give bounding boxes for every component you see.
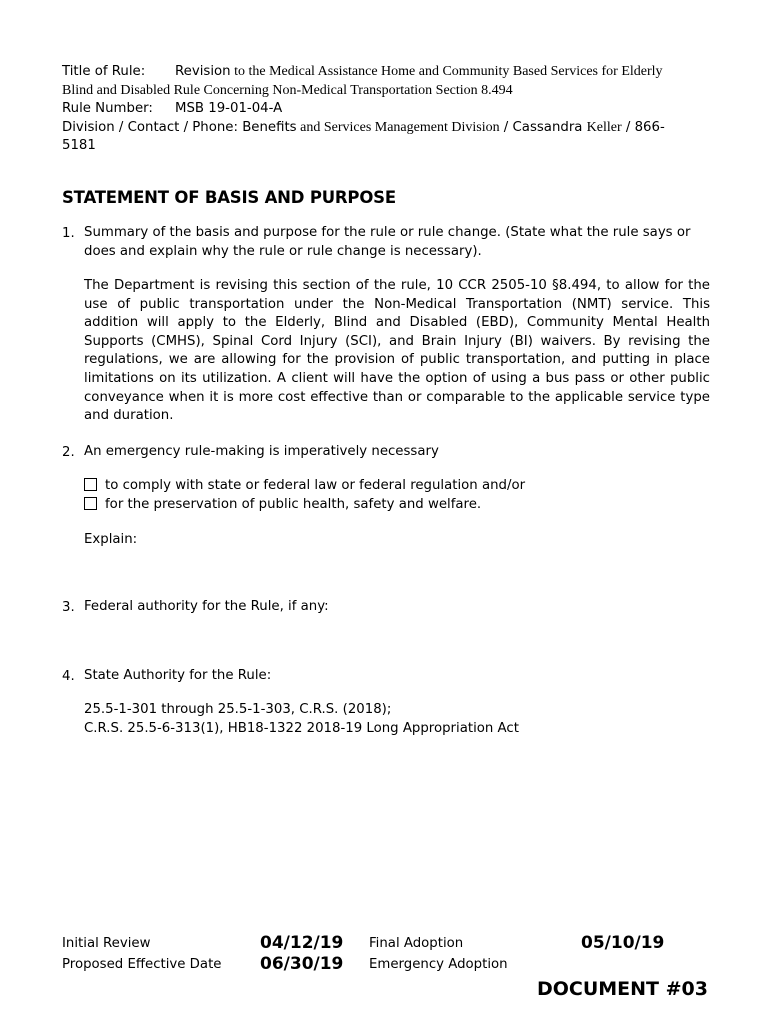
division-first-word: Benefits	[242, 119, 297, 135]
division-line	[62, 119, 712, 138]
item-1-prompt: Summary of the basis and purpose for the rule or rule change. (State what the rule says or does and explain why the rule or rule change is necessary).	[84, 225, 691, 259]
title-line-1	[62, 63, 712, 82]
final-adoption-label: Final Adoption	[369, 936, 464, 951]
contact-last-name: Keller	[586, 119, 622, 135]
final-adoption-date: 05/10/19	[581, 933, 665, 953]
item-3-number: 3.	[62, 600, 75, 615]
title-rest: to the Medical Assistance Home and Community Based Services for Elderly	[230, 64, 663, 79]
phone-part-2: 5181	[62, 138, 96, 153]
emergency-options	[84, 477, 710, 514]
item-4-prompt: State Authority for the Rule:	[84, 668, 272, 683]
document-number: DOCUMENT #03	[536, 978, 708, 1000]
option-public-health[interactable]	[84, 496, 710, 515]
proposed-effective-date: 06/30/19	[260, 954, 344, 974]
division-label: Division / Contact / Phone:	[62, 119, 238, 135]
item-1-body: The Department is revising this section of the rule, 10 CCR 2505-10 §8.494, to allow for the use of public transportation under the Non-Medical Transportation (NMT) service. This addition will apply to the Elderly, Blind and Disabled (EBD), Community Mental Health Supports (CMHS), Spinal Cord Injury (SCI), and Brain Injury (BI) waivers. By revising the regulations, we are allowing for the provision of public transportation, and putting in place limitations on its utilization. A client will have the option of using a bus pass or other public conveyance when it is more cost effective than or comparable to the applicable service type and duration.	[84, 278, 710, 424]
explain-label: Explain:	[84, 532, 138, 547]
item-4-number: 4.	[62, 669, 75, 684]
initial-review-label: Initial Review	[62, 936, 151, 951]
emergency-adoption-label: Emergency Adoption	[369, 957, 508, 972]
rule-header	[62, 63, 712, 156]
item-1-number: 1.	[62, 226, 75, 241]
statement-heading: STATEMENT OF BASIS AND PURPOSE	[62, 188, 396, 207]
proposed-effective-label: Proposed Effective Date	[62, 957, 222, 972]
state-authority-list	[84, 701, 710, 738]
rule-number-label: Rule Number:	[62, 101, 153, 116]
item-2-number: 2.	[62, 445, 75, 460]
state-authority-line: 25.5-1-301 through 25.5-1-303, C.R.S. (2018);	[84, 702, 392, 717]
title-label: Title of Rule:	[62, 64, 146, 79]
initial-review-date: 04/12/19	[260, 933, 344, 953]
option-comply-law-label: to comply with state or federal law or federal regulation and/or	[105, 478, 526, 493]
item-2-prompt: An emergency rule-making is imperatively necessary	[84, 444, 439, 459]
state-authority-line: C.R.S. 25.5-6-313(1), HB18-1322 2018-19 Long Appropriation Act	[84, 720, 519, 736]
division-rest: and Services Management Division	[296, 119, 500, 135]
title-first-word: Revision	[175, 64, 231, 79]
rule-number-value: MSB 19-01-04-A	[175, 101, 283, 116]
rule-number-line	[62, 100, 712, 119]
checkbox-public-health[interactable]	[84, 497, 97, 510]
title-line-2: Blind and Disabled Rule Concerning Non-Medical Transportation Section 8.494	[62, 82, 513, 98]
checkbox-comply-law[interactable]	[84, 478, 97, 491]
option-public-health-label: for the preservation of public health, safety and welfare.	[105, 496, 482, 512]
item-3-prompt: Federal authority for the Rule, if any:	[84, 599, 329, 614]
option-comply-law[interactable]	[84, 477, 710, 496]
contact-separator: / Cassandra	[499, 119, 587, 135]
phone-part-1: / 866-	[621, 119, 665, 135]
